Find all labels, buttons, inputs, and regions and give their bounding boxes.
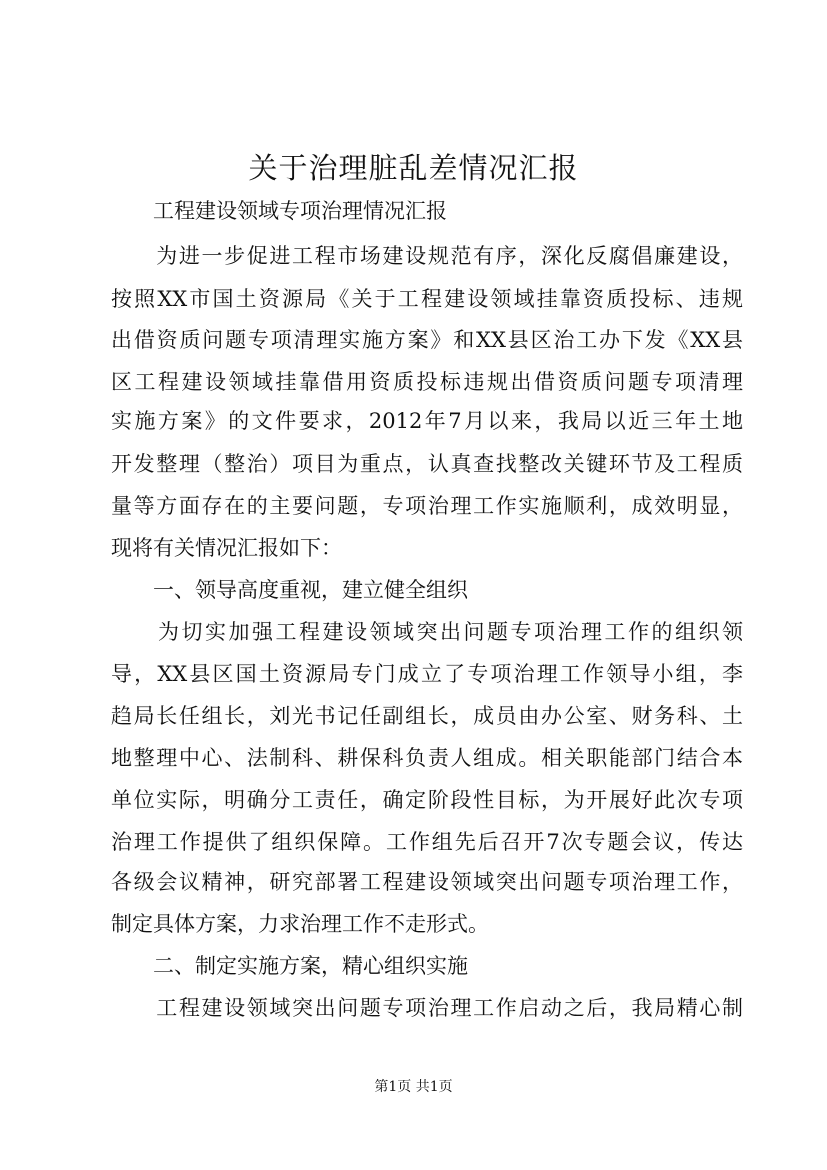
paragraph-line: 区工程建设领域挂靠借用资质投标违规出借资质问题专项清理 bbox=[111, 370, 743, 394]
paragraph-line: 治理工作提供了组织保障。工作组先后召开7次专题会议，传达 bbox=[111, 830, 743, 854]
paragraph-line: 为切实加强工程建设领域突出问题专项治理工作的组织领 bbox=[111, 620, 743, 644]
paragraph-line: 工程建设领域突出问题专项治理工作启动之后，我局精心制 bbox=[111, 996, 743, 1020]
paragraph-line: 现将有关情况汇报如下： bbox=[111, 536, 342, 560]
paragraph-line: 出借资质问题专项清理实施方案》和XX县区治工办下发《XX县 bbox=[111, 328, 743, 352]
paragraph-line: 导，XX县区国土资源局专门成立了专项治理工作领导小组，李 bbox=[111, 662, 743, 686]
paragraph-line: 各级会议精神，研究部署工程建设领域突出问题专项治理工作， bbox=[111, 870, 743, 894]
paragraph-line: 为进一步促进工程市场建设规范有序，深化反腐倡廉建设， bbox=[111, 244, 743, 268]
paragraph-line: 单位实际，明确分工责任，确定阶段性目标，为开展好此次专项 bbox=[111, 788, 743, 812]
paragraph-line: 实施方案》的文件要求，2012年7月以来，我局以近三年土地 bbox=[111, 409, 743, 433]
section-heading: 一、领导高度重视，建立健全组织 bbox=[111, 578, 468, 602]
page-footer: 第1页 共1页 bbox=[374, 1079, 453, 1095]
paragraph-line: 按照XX市国土资源局《关于工程建设领域挂靠资质投标、违规 bbox=[111, 287, 743, 311]
paragraph-line: 趋局长任组长，刘光书记任副组长，成员由办公室、财务科、土 bbox=[111, 704, 743, 728]
section-heading: 二、制定实施方案，精心组织实施 bbox=[111, 954, 468, 978]
paragraph-line: 量等方面存在的主要问题，专项治理工作实施顺利，成效明显， bbox=[111, 494, 743, 518]
document-title: 关于治理脏乱差情况汇报 bbox=[248, 151, 579, 185]
paragraph-line: 制定具体方案，力求治理工作不走形式。 bbox=[111, 912, 489, 936]
paragraph-line: 开发整理（整治）项目为重点，认真查找整改关键环节及工程质 bbox=[111, 452, 743, 476]
paragraph-line: 工程建设领域专项治理情况汇报 bbox=[111, 199, 447, 223]
paragraph-line: 地整理中心、法制科、耕保科负责人组成。相关职能部门结合本 bbox=[111, 746, 743, 770]
